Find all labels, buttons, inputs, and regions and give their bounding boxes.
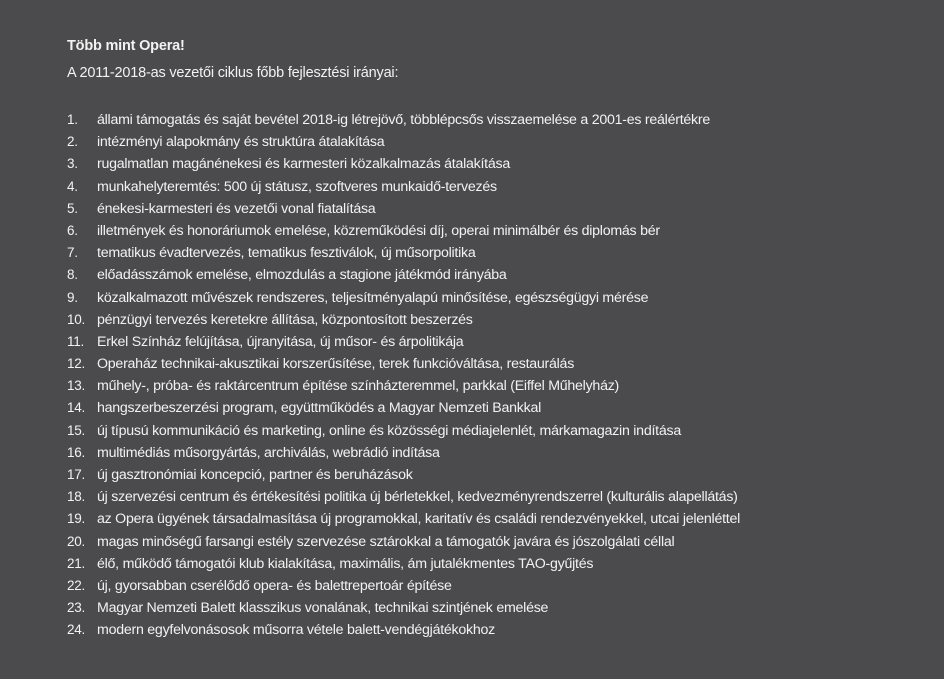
list-item-text: új, gyorsabban cserélődő opera- és balettrepertoár építése [97,577,452,594]
list-item-text: rugalmatlan magánénekesi és karmesteri közalkalmazás átalakítása [97,156,510,173]
list-item-number: 13. [67,378,86,394]
list-item [67,443,740,465]
list-item [67,576,740,598]
list-item [67,110,740,132]
list-item [67,132,740,154]
list-item-number: 15. [67,422,86,438]
list-item-number: 7. [67,245,78,261]
list-item-text: tematikus évadtervezés, tematikus fesztiválok, új műsorpolitika [97,245,476,262]
list-item [67,487,740,509]
list-item-text: állami támogatás és saját bevétel 2018-ig létrejövő, többlépcsős visszaemelése a 2001-es reálértékre [97,112,710,128]
list-item-text: munkahelyteremtés: 500 új státusz, szoftveres munkaidő-tervezés [97,178,497,195]
list-item [67,398,740,420]
list-item-text: új szervezési centrum és értékesítési politika új bérletekkel, kedvezményrendszerrel (kulturális alapellátás) [97,489,738,506]
list-item-text: multimédiás műsorgyártás, archiválás, webrádió indítása [97,444,440,461]
list-item-text: Operaház technikai-akusztikai korszerűsítése, terek funkcióváltása, restaurálás [97,356,575,373]
list-item-text: illetmények és honoráriumok emelése, közreműködési díj, operai minimálbér és diplomás bér [97,222,660,239]
list-item [67,532,740,554]
list-item-number: 2. [67,134,78,150]
list-item-number: 9. [67,289,78,305]
list-item-text: új típusú kommunikáció és marketing, online és közösségi médiajelenlét, márkamagazin indítása [97,422,681,439]
list-item-number: 14. [67,400,86,416]
list-item [67,177,740,199]
list-item-number: 10. [67,311,86,327]
list-item-text: Magyar Nemzeti Balett klasszikus vonalának, technikai szintjének emelése [97,600,549,617]
list-item-text: hangszerbeszerzési program, együttműködés a Magyar Nemzeti Bankkal [97,400,542,417]
list-item [67,554,740,576]
list-item-text: új gasztronómiai koncepció, partner és beruházások [97,467,413,483]
list-item [67,376,740,398]
list-item [67,288,740,310]
list-item [67,598,740,620]
list-item [67,509,740,531]
list-item-text: Erkel Színház felújítása, újranyitása, új műsor- és árpolitikája [97,333,464,350]
list-item-number: 19. [67,511,86,527]
list-item-number: 6. [67,222,78,238]
list-item-number: 17. [67,467,86,482]
list-item-number: 16. [67,444,86,460]
list-item [67,421,740,443]
list-item-text: pénzügyi tervezés keretekre állítása, központosított beszerzés [97,311,473,328]
list-item-number: 22. [67,577,86,593]
list-item [67,265,740,287]
list-item [67,221,740,243]
list-item [67,243,740,265]
list-item [67,199,740,221]
list-item-number: 12. [67,356,86,372]
list-item [67,465,740,487]
list-item-text: intézményi alapokmány és struktúra átalakítása [97,134,385,151]
list-item [67,620,740,642]
list-item-number: 20. [67,533,86,549]
document-title: Több mint Opera! [67,38,185,54]
list-item-number: 11. [67,333,85,349]
document-subtitle: A 2011-2018-as vezetői ciklus főbb fejlesztési irányai: [67,65,399,81]
development-list [67,110,740,643]
list-item-number: 8. [67,267,78,283]
list-item-number: 18. [67,489,86,505]
list-item-number: 1. [67,112,78,127]
list-item-text: műhely-, próba- és raktárcentrum építése színházteremmel, parkkal (Eiffel Műhelyház) [97,378,620,395]
list-item [67,154,740,176]
list-item-text: előadásszámok emelése, elmozdulás a stagione játékmód irányába [97,267,507,284]
list-item-text: élő, működő támogatói klub kialakítása, maximális, ám jutalékmentes TAO-gyűjtés [97,555,594,572]
list-item-text: magas minőségű farsangi estély szervezése sztárokkal a támogatók javára és jószolgálati céllal [97,533,675,550]
list-item-number: 4. [67,178,78,194]
list-item-text: énekesi-karmesteri és vezetői vonal fiatalítása [97,200,376,217]
list-item-text: az Opera ügyének társadalmasítása új programokkal, karitatív és családi rendezvényekkel, utcai jelenléttel [97,511,741,528]
list-item-text: közalkalmazott művészek rendszeres, teljesítményalapú minősítése, egészségügyi mérése [97,289,649,306]
list-item-number: 3. [67,156,78,172]
list-item [67,354,740,376]
list-item-number: 23. [67,600,86,616]
list-item-number: 21. [67,555,86,571]
list-item [67,332,740,354]
list-item-number: 5. [67,200,78,216]
list-item-number: 24. [67,622,86,638]
list-item [67,310,740,332]
list-item-text: modern egyfelvonásosok műsorra vétele balett-vendégjátékokhoz [97,622,496,639]
